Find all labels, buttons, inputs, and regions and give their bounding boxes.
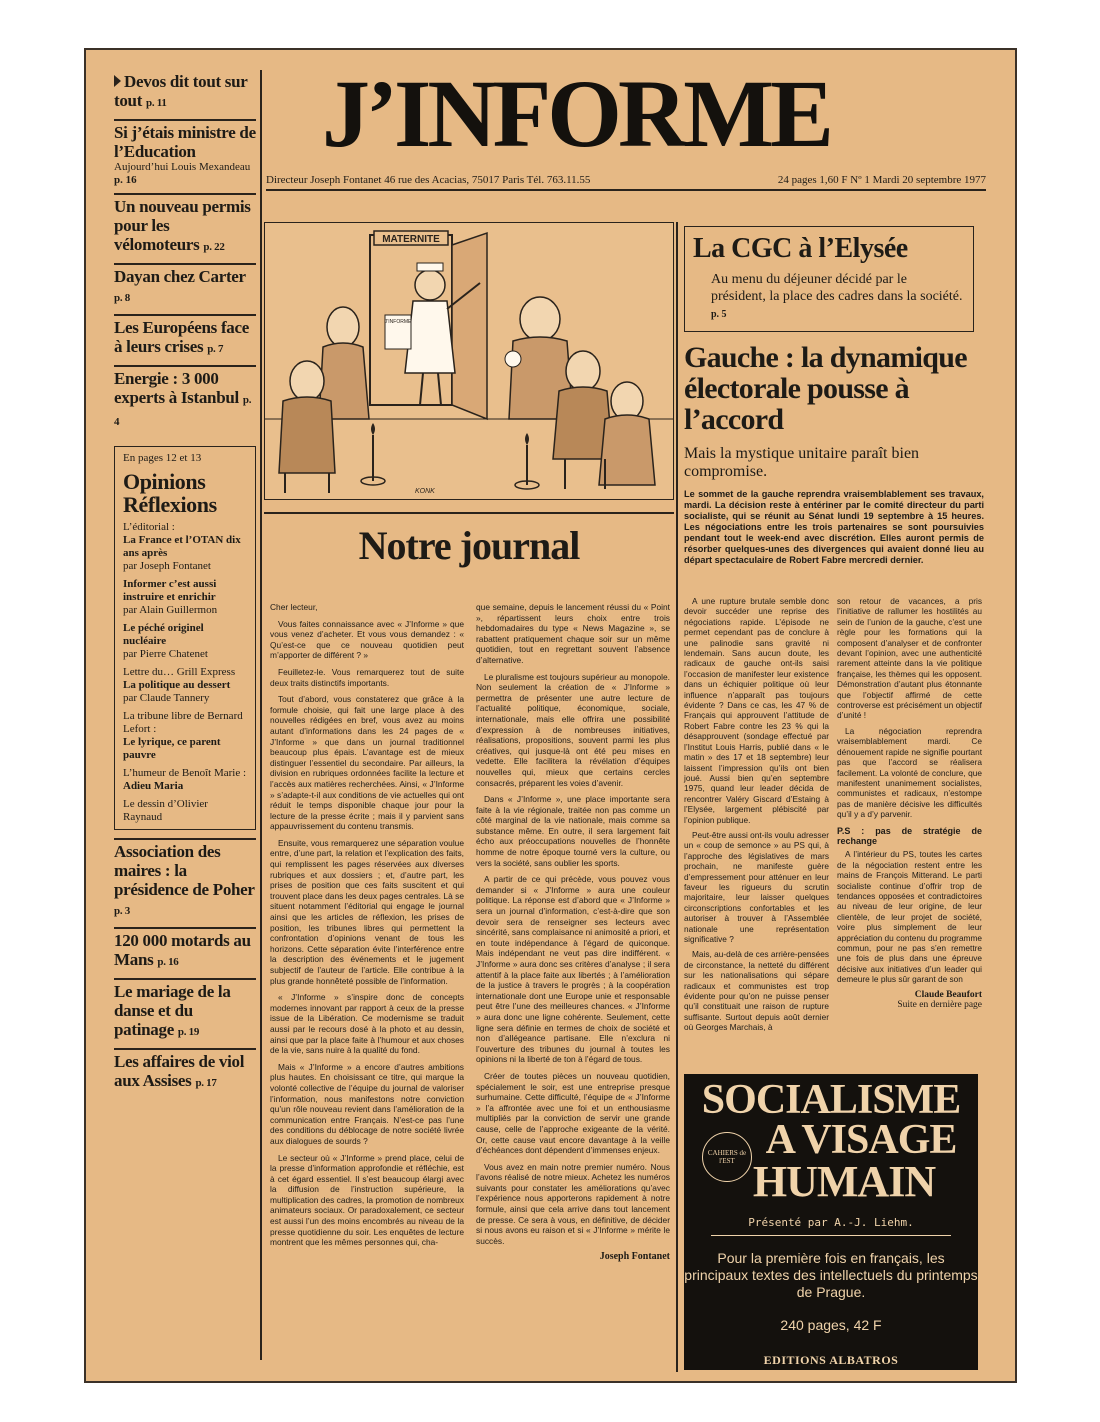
editorial-paragraph: Feuilletez-le. Vous remarquerez tout de suite deux traits distinctifs importants. xyxy=(270,666,464,688)
article-subhead: P.S : pas de stratégie de rechange xyxy=(837,825,982,846)
article-paragraph: Peut-être aussi ont-ils voulu adresser un « coup de semonce » au PS qui, à l’approche des législatives de mars prochain, ne manifeste guère d’empressement pour atténuer en leur faveur les rigueurs du scrutin majoritaire, leur laisser quelques circonscriptions confortables et les autoriser à trouver à l’Assemblée nationale une représentation significative ? xyxy=(684,829,829,944)
ad-price: 240 pages, 42 F xyxy=(780,1317,882,1333)
index-headline: Un nouveau permis pour les vélomoteurs xyxy=(114,197,251,254)
index-headline: Energie : 3 000 experts à Istanbul xyxy=(114,369,239,407)
index-item[interactable] xyxy=(114,367,256,438)
opinion-entry: Lettre du… Grill Express La politique au dessert par Claude Tannery xyxy=(123,666,236,704)
opinions-pages-label: En pages 12 et 13 xyxy=(123,452,202,464)
opinion-entry: L’éditorial : La France et l’OTAN dix ans après par Joseph Fontanet xyxy=(123,521,241,572)
masthead-info-line xyxy=(266,174,986,191)
ad-publisher: EDITIONS ALBATROS xyxy=(763,1353,899,1367)
right-column-divider xyxy=(676,222,678,1372)
ad-title-line-3: HUMAIN xyxy=(752,1157,936,1206)
index-page: p. 3 xyxy=(114,905,130,917)
editorial-paragraph: que semaine, depuis le lancement réussi du « Point », répartissent leurs choix entre trois hebdomadaires du type « News Magazine », se rabattent pratiquement chaque soir sur un même quotidien, tout en regrettant souvent l’absence d’alternative. xyxy=(476,602,670,665)
article-paragraph: Mais, au-delà de ces arrière-pensées de circonstance, la netteté du différent sur les nationalisations qui sépare radicaux et communistes est trop évidente pour qu’on ne puisse penser qu’il constituait une raison de rupture suffisante. Surtout depuis août dernier où Georges Marchais, à xyxy=(684,949,829,1033)
opinion-entry: L’humeur de Benoît Marie : Adieu Maria xyxy=(123,767,247,792)
index-item[interactable] xyxy=(114,316,256,367)
article-paragraph: La négociation reprendra vraisemblablement mardi. Ce dénouement rapide ne signifie pourtant pas que l’accord se réalisera facilement. La volonté de conclure, que manifestent unanimement socialistes, communistes et radicaux, n’estompe pas de manière décisive les difficultés qu’il y a d’y parvenir. xyxy=(837,725,982,820)
index-headline: Devos dit tout sur tout xyxy=(114,72,248,110)
index-page: p. 4 xyxy=(114,394,252,428)
ad-title-line-2: A VISAGE xyxy=(765,1117,957,1163)
gauche-headline: Gauche : la dynamique électorale pousse à l’accord xyxy=(684,341,967,436)
editorial-paragraph: Tout d’abord, vous constaterez que grâce à la formule choisie, qui fait une large place à des nouvelles rédigées en bref, vous avez au moins autant d’informations dans les 24 pages de « J’Informe » que dans un journal traditionnel beaucoup plus épais. L’avantage est de mieux distinguer l’essentiel du secondaire. Par ailleurs, la division en rubriques ordonnées facilite la lecture et l’accès aux matières recherchées. Ainsi, « J’Informe » s’adapte-t-il aux conditions de vie actuelles qui ont réduit le temps disponible chaque jour pour la lecture de la presse écrite ; mais il y parvient sans appauvrissement du contenu transmis. xyxy=(270,694,464,832)
gauche-article-body xyxy=(684,596,982,1038)
editorial-paragraph: Vous faites connaissance avec « J’Informe » que vous venez d’acheter. Et vous vous demandez : « Qu’est-ce que ce nouveau quotidien peut m’apporter de différent ? » xyxy=(270,618,464,661)
index-item[interactable] xyxy=(114,980,256,1050)
index-item[interactable] xyxy=(114,929,256,980)
reflexions-title: Réflexions xyxy=(123,492,217,517)
index-page: p. 16 xyxy=(114,174,137,186)
index-headline: Si j’étais ministre de l’Education xyxy=(114,123,256,161)
cartoon-illustration xyxy=(265,223,674,500)
editorial-top-rule xyxy=(264,512,674,514)
index-page: p. 7 xyxy=(207,343,224,355)
article-author: Claude Beaufort xyxy=(914,989,982,1000)
index-headline: Le mariage de la danse et du patinage xyxy=(114,982,231,1039)
editorial-paragraph: Cher lecteur, xyxy=(270,602,318,612)
editorial-paragraph: Vous avez en main notre premier numéro. Nous l’avons réalisé de notre mieux. Achetez les numéros suivants pour constater les améliorations qu’avec l’expérience nous apporterons rapidement à notre formule, ainsi que cela arrive dans tout lancement de presse. Ce sera à vous, en définitive, de décider si nous avons eu raison et si « J’Informe » mérite le succès. xyxy=(476,1161,670,1246)
index-headline: Les Européens face à leurs crises xyxy=(114,318,249,356)
ad-separator xyxy=(711,1235,951,1236)
newspaper-page xyxy=(84,48,1017,1383)
index-page: p. 8 xyxy=(114,292,130,304)
continued-link[interactable]: Suite en dernière page xyxy=(897,1000,982,1011)
opinions-title: Opinions xyxy=(123,469,206,494)
article-paragraph: son retour de vacances, a pris l’initiative de rallumer les hostilités au sein de l’union de la gauche, c’est une règle pour les formations qui la composent d’analyser et de confronter devant l’opinion, avec une authenticité rarement atteinte dans la vie politique française, les thèmes qui les opposent. Démonstration d’autant plus étonnante que l’objectif affirmé de cette controverse est précisément un objectif d’unité ! xyxy=(837,596,982,721)
editorial-paragraph: A partir de ce qui précède, vous pouvez vous demander si « J’Informe » aura une couleur politique. La réponse est d’abord que « J’Informe » sera un journal d’information, c’est-à-dire que son devoir sera de renseigner ses lecteurs avec sincérité, sans complaisance ni animosité a priori, et en toute indépendance à l’égard de quiconque. Mais indépendant ne veut pas dire indifférent. « J’Informe » aura donc ses critères d’analyse ; il sera attentif à la place faite aux libertés ; à l’amélioration de la justice à travers le progrès ; à la coopération internationale dont une Europe unie et responsable peut être l’une des meilleures chances. « J’Informe » aura donc une ligne cohérente. Seulement, cette ligne sera définie en termes de choix de société et non d’allégeance partisane. Elle n’exclura ni l’ouverture des tribunes du journal à toutes les opinions ni la liberté de ton à l’égard de tous. xyxy=(476,874,670,1065)
index-page: p. 22 xyxy=(203,241,225,253)
ad-presented-by: Présenté par A.-J. Liehm. xyxy=(748,1216,914,1229)
article-paragraph: A une rupture brutale semble donc devoir succéder une reprise des négociations rapide. L’épisode ne permet cependant pas de conclure à une palinodie sans gravité ni lendemain. Sans aucun doute, les radicaux de gauche ont-ils saisi l’occasion de manifester leur existence dans un échiquier politique où leur influence n’apparaît pas toujours évidente ? Dans ce cas, les 47 % de Français qui approuvent l’attitude de Robert Fabre contre les 23 % qui la désapprouvent (sondage effectué par l’Institut Louis Harris, publié dans « le matin » des 17 et 18 septembre) leur laissent l’impression qu’ils ont bien joué. Aussi bien qu’en septembre 1975, quand leur leader décida de rencontrer Valéry Giscard d’Estaing à l’Elysée, largement plébiscité par l’opinion publique. xyxy=(684,596,829,825)
cgc-subtitle: Au menu du déjeuner décidé par le président, la place des cadres dans la société. xyxy=(711,272,963,304)
cartoonist-signature: KONK xyxy=(415,488,435,495)
ad-title-line-1: SOCIALISME xyxy=(701,1077,961,1123)
opinions-box[interactable] xyxy=(114,446,256,830)
editorial-paragraph: Mais « J’Informe » a encore d’autres ambitions plus hautes. En choisissant ce titre, qui marque la volonté collective de l’équipe du journal de valoriser l’information, nous manifestons notre conviction qu’un rôle nouveau revient dans l’amélioration de la communication entre Français. N’est-ce pas l’une des conditions du déblocage de notre société livrée aux dialogues de sourds ? xyxy=(270,1061,464,1146)
opinion-entry: Informer c’est aussi instruire et enrichir par Alain Guillermon xyxy=(123,578,218,616)
index-item[interactable] xyxy=(114,265,256,316)
index-page: p. 19 xyxy=(177,1026,200,1038)
index-subtitle: Aujourd’hui Louis Mexandeau xyxy=(114,161,251,173)
editorial-column-1 xyxy=(270,602,464,1263)
editorial-paragraph: Ensuite, vous remarquerez une séparation voulue entre, d’une part, la relation et l’explication des faits, qui remplissent les pages réservées aux diverses rubriques et aux dossiers ; et, d’autre part, les prises de position que ces faits suscitent et qui trouvent place dans les deux pages centrales. Là se situent notamment l’éditorial qui engage le journal ainsi que les articles de réflexion, les prises de position, les tribunes libres qui permettent la confrontation d’opinions venant de tous les horizons. Cette séparation évite l’interférence entre la description des événements et le jugement subjectif de l’auteur de l’article. Elle contribue à la plus grande honnêteté possible de l’information. xyxy=(270,837,464,986)
gauche-lead: Le sommet de la gauche reprendra vraisemblablement ses travaux, mardi. La décision reste à entériner par le comité directeur du parti socialiste, qui se réunit au Sénat lundi 19 septembre à 15 heures. Les négociations entre les trois partenaires se sont poursuivies pendant tout le week-end avec discrétion. Elles auront permis de résorber quelques-unes des divergences qui avaient donné lieu au départ spectaculaire de Robert Fabre mercredi dernier. xyxy=(684,489,984,565)
index-headline: 120 000 motards au Mans xyxy=(114,931,251,969)
editorial-paragraph: « J’Informe » s’inspire donc de concepts modernes innovant par rapport à ceux de la presse issue de la Libération. Ce modernisme se traduit aussi par le recours dosé à la photo et au dessin, ainsi que par la place faite à l’humour et aux choses de la vie, sans nuire à la qualité du fond. xyxy=(270,992,464,1056)
editorial-signature: Joseph Fontanet xyxy=(599,1251,670,1263)
editorial-cartoon xyxy=(264,222,674,500)
gauche-column-2 xyxy=(837,596,982,1038)
index-item[interactable] xyxy=(114,70,256,121)
cgc-headline: La CGC à l’Elysée xyxy=(693,233,908,264)
editorial-paragraph: Le secteur où « J’Informe » prend place, celui de la presse d’information approfondie et réfléchie, est à cet égard essentiel. Il s’est beaucoup élargi avec la diffusion de l’instruction supérieure, la multiplication des cadres, la promotion de nombreux animateurs sociaux. Or paradoxalement, ce secteur est aussi l’un des moins encombrés au niveau de la presse quotidienne du soir. Les enquêtes de lecture montrent que les mêmes personnes qui, cha- xyxy=(270,1152,464,1248)
gauche-subtitle: Mais la mystique unitaire paraît bien compromise. xyxy=(684,445,920,480)
cgc-page: p. 5 xyxy=(711,309,727,320)
opinion-entry: Le dessin d’Olivier Raynaud xyxy=(123,798,208,823)
opinion-entry: Le péché originel nucléaire par Pierre Chatenet xyxy=(123,622,208,660)
book-advertisement[interactable] xyxy=(684,1074,978,1370)
index-item[interactable] xyxy=(114,838,256,929)
opinion-entry: La tribune libre de Bernard Lefort : Le lyrique, ce parent pauvre xyxy=(123,710,243,761)
index-column xyxy=(114,70,256,1099)
index-headline: Dayan chez Carter xyxy=(114,267,246,286)
newspaper-label: J’INFORME xyxy=(384,319,412,325)
masthead-title: J’INFORME xyxy=(322,60,830,167)
cgc-article-box[interactable] xyxy=(684,226,974,332)
director-line: Directeur Joseph Fontanet 46 rue des Acacias, 75017 Paris Tél. 763.11.55 xyxy=(266,174,591,186)
cahiers-stamp: CAHIERS de l'EST xyxy=(702,1132,752,1182)
editorial-body xyxy=(270,602,670,1263)
index-headline: Association des maires : la présidence de Poher xyxy=(114,842,255,899)
door-sign: MATERNITE xyxy=(382,234,440,245)
index-page: p. 11 xyxy=(146,97,167,109)
editorial-paragraph: Créer de toutes pièces un nouveau quotidien, spécialement le soir, est une entreprise presque surhumaine. Cette difficulté, l’équipe de « J’Informe » l’a affrontée avec une foi et un enthousiasme multipliés par la conviction de servir une grande cause, celle de l’approche exigeante de la vérité. Or, cette cause vaut encore davantage à la veille d’échéances dont dépendent d’immenses enjeux. xyxy=(476,1070,670,1156)
index-item[interactable] xyxy=(114,1050,256,1099)
triangle-arrow-icon xyxy=(114,75,121,87)
editorial-column-2 xyxy=(476,602,670,1263)
editorial-title: Notre journal xyxy=(358,523,580,568)
editorial-paragraph: Le pluralisme est toujours supérieur au monopole. Non seulement la création de « J’Informe » permettra de présenter une autre lecture de l’actualité politique, économique, sociale, internationale, mais elle offrira une possibilité d’expression à de nombreuses initiatives, réalisations, propositions, souvent parmi les plus créatives, qui jusque-là ont été peu mises en vedette. Elle facilitera la révélation d’équipes nouvelles qui, mieux que certains cercles consacrés, préparent les voies d’avenir. xyxy=(476,671,670,788)
gauche-article-header xyxy=(684,342,984,566)
editorial-paragraph: Dans « J’Informe », une place importante sera faite à la vie régionale, traitée non pas comme un côté marginal de la vie nationale, mais comme sa substance même. En outre, il sera largement fait écho aux préoccupations nouvelles de l’honnête homme de notre époque tourné vers la culture, ou vers la société, sans oublier les sports. xyxy=(476,794,670,868)
ad-description: Pour la première fois en français, les principaux textes des intellectuels du printemps de Prague. xyxy=(684,1250,978,1300)
article-paragraph: A l’intérieur du PS, toutes les cartes de la négociation restent entre les mains de François Mitterand. Le parti socialiste continue d’offrir trop de tendances opposées et contradictoires au niveau de leur origine, de leur clientèle, de leur projet de société, voire plus simplement de leur appréciation du contenu du programme commun, pour ne pas s’en remettre une fois de plus dans une épreuve décisive aux initiatives d’un leader qui demeure le plus sûr garant de son xyxy=(837,849,982,985)
index-page: p. 17 xyxy=(195,1077,217,1089)
index-item[interactable] xyxy=(114,195,256,265)
issue-line: 24 pages 1,60 F Nº 1 Mardi 20 septembre 1977 xyxy=(777,174,986,186)
index-item[interactable] xyxy=(114,121,256,195)
column-divider xyxy=(260,70,262,1360)
index-headline: Les affaires de viol aux Assises xyxy=(114,1052,245,1090)
index-page: p. 16 xyxy=(157,956,179,968)
gauche-column-1 xyxy=(684,596,829,1038)
